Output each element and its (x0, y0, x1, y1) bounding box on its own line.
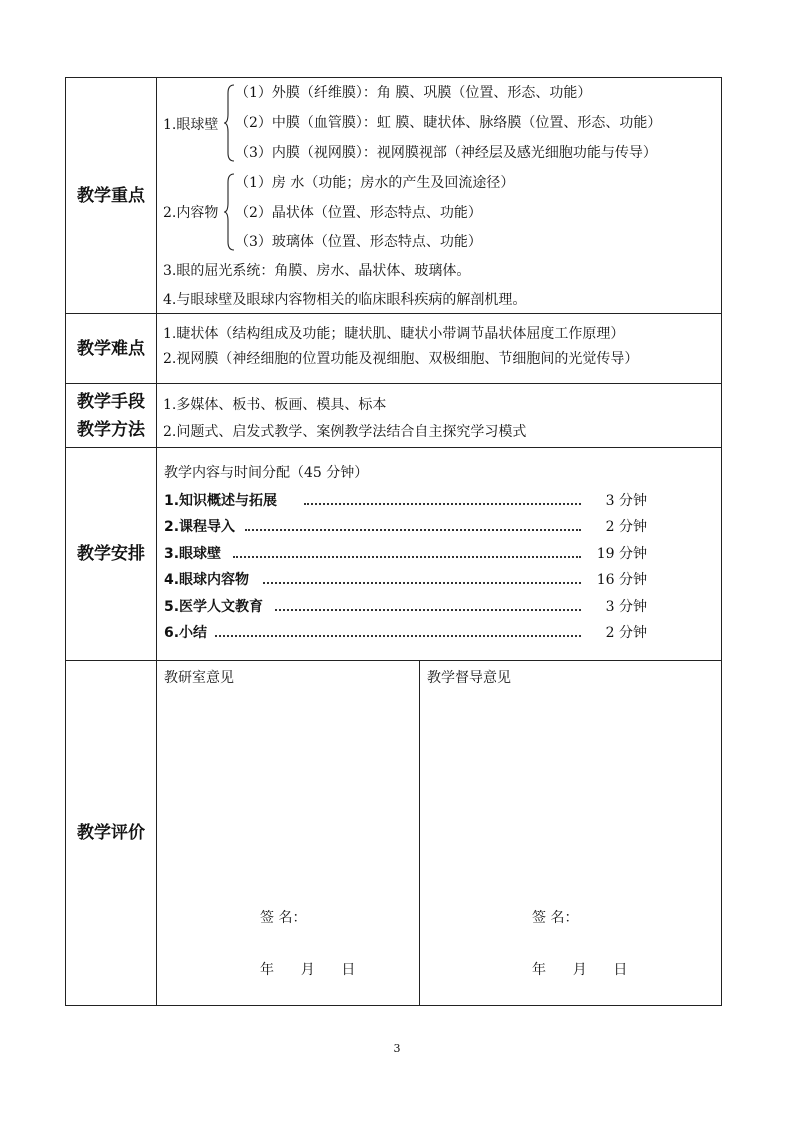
difficulty-item: 1.睫状体（结构组成及功能；睫状肌、睫状小带调节晶状体屈度工作原理） (163, 326, 625, 342)
schedule-item-time: 2 分钟 (605, 625, 647, 641)
schedule-item-name: 3.眼球壁 (164, 546, 222, 562)
difficulty-cell (157, 314, 722, 384)
schedule-item-time: 19 分钟 (596, 546, 647, 562)
focus-group2-item: （3）玻璃体（位置、形态特点、功能） (235, 234, 482, 250)
schedule-item-name: 1.知识概述与拓展 (164, 493, 278, 509)
focus-row (66, 78, 722, 314)
dot-leader (304, 503, 581, 505)
focus-group2-title: 2.内容物 (163, 205, 219, 221)
schedule-item-name: 4.眼球内容物 (164, 572, 250, 588)
means-item: 2.问题式、启发式教学、案例教学法结合自主探究学习模式 (163, 424, 527, 440)
evaluation-row (66, 661, 722, 1006)
schedule-item-time: 3 分钟 (605, 493, 647, 509)
means-item: 1.多媒体、板书、板画、模具、标本 (163, 397, 387, 413)
schedule-item-name: 6.小结 (164, 625, 208, 641)
means-label-line1: 教学手段 (77, 391, 145, 412)
evaluation-label: 教学评价 (66, 661, 157, 1006)
means-label (66, 384, 157, 448)
focus-group2-item: （1）房 水（功能；房水的产生及回流途径） (235, 175, 515, 191)
difficulty-item: 2.视网膜（神经细胞的位置功能及视细胞、双极细胞、节细胞间的光觉传导） (163, 351, 639, 367)
arrangement-header: 教学内容与时间分配（45 分钟） (164, 465, 369, 481)
focus-group1-title: 1.眼球壁 (163, 117, 219, 133)
dot-leader (275, 609, 581, 611)
schedule-item-time: 2 分钟 (605, 519, 647, 535)
supervisor-opinion-title: 教学督导意见 (427, 670, 511, 686)
department-opinion-cell (157, 661, 420, 1006)
signature-label: 签 名： (532, 910, 579, 926)
arrangement-row (66, 448, 722, 661)
schedule-item-time: 16 分钟 (596, 572, 647, 588)
means-cell (157, 384, 722, 448)
signature-label: 签 名： (260, 910, 307, 926)
difficulty-row (66, 314, 722, 384)
supervisor-opinion-cell (420, 661, 722, 1006)
dot-leader (245, 529, 581, 531)
page-number: 3 (393, 1042, 401, 1055)
arrangement-cell (157, 448, 722, 661)
dot-leader (233, 556, 581, 558)
focus-group1-item: （1）外膜（纤维膜）：角 膜、巩膜（位置、形态、功能） (235, 85, 592, 101)
teaching-plan-table (65, 77, 722, 1006)
date-label: 年 月 日 (260, 962, 356, 978)
means-row (66, 384, 722, 448)
left-brace-icon (223, 173, 235, 251)
difficulty-label: 教学难点 (66, 314, 157, 384)
dot-leader (215, 635, 581, 637)
schedule-item-time: 3 分钟 (605, 599, 647, 615)
date-label: 年 月 日 (532, 962, 628, 978)
dot-leader (263, 582, 581, 584)
department-opinion-title: 教研室意见 (164, 670, 234, 686)
means-label-line2: 教学方法 (77, 419, 145, 440)
schedule-item-name: 2.课程导入 (164, 519, 236, 535)
arrangement-label: 教学安排 (66, 448, 157, 661)
schedule-item-name: 5.医学人文教育 (164, 599, 264, 615)
focus-label: 教学重点 (66, 78, 157, 314)
focus-group2-item: （2）晶状体（位置、形态特点、功能） (235, 205, 482, 221)
focus-item3: 3.眼的屈光系统：角膜、房水、晶状体、玻璃体。 (163, 263, 471, 279)
focus-group1-item: （3）内膜（视网膜）：视网膜视部（神经层及感光细胞功能与传导） (235, 145, 657, 161)
focus-group1-item: （2）中膜（血管膜）：虹 膜、睫状体、脉络膜（位置、形态、功能） (235, 115, 662, 131)
left-brace-icon (223, 84, 235, 162)
focus-cell (157, 78, 722, 314)
focus-item4: 4.与眼球壁及眼球内容物相关的临床眼科疾病的解剖机理。 (163, 292, 527, 308)
